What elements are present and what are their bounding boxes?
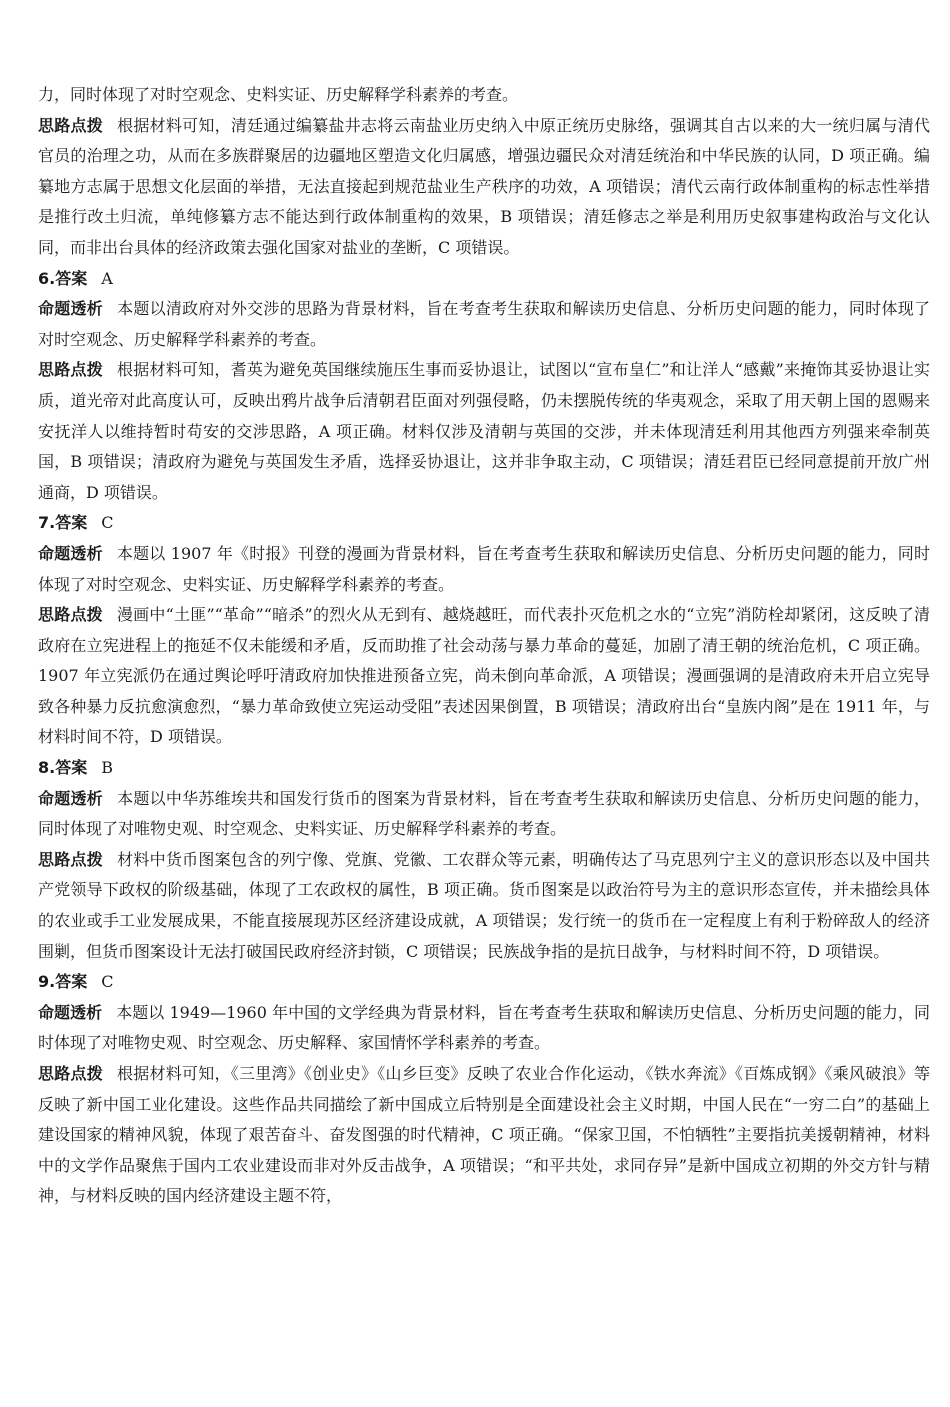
answer-value: C [101,972,114,992]
question-answer-8 [38,753,930,784]
reasoning-paragraph [38,355,930,508]
paragraph-text: 本题以中华苏维埃共和国发行货币的图案为背景材料，旨在考查考生获取和解读历史信息、分析历史问题的能力，同时体现了对唯物史观、时空观念、史料实证、历史解释学科素养的考查。 [38,788,930,839]
section-label: 思路点拨 [38,1064,103,1083]
question-answer-7 [38,508,930,539]
answer-value: C [101,513,114,533]
question-number: 9. [38,972,56,992]
paragraph-text: 根据材料可知，耆英为避免英国继续施压生事而妥协退让，试图以“宣布皇仁”和让洋人“感戴”来掩饰其妥协退让实质，道光帝对此高度认可，反映出鸦片战争后清朝君臣面对列强侵略，仍未摆脱传统的华夷观念，采取了用天朝上国的恩赐来安抚洋人以维持暂时苟安的交涉思路，A 项正确。材料仅涉及清朝与英国的交涉，并未体现清廷利用其他西方列强来牵制英国，B 项错误；清政府为避免与英国发生矛盾，选择妥协退让，这并非争取主动，C 项错误；清廷君臣已经同意提前开放广州通商，D 项错误。 [38,360,930,502]
analysis-paragraph [38,294,930,355]
question-answer-6 [38,264,930,295]
question-number: 6. [38,268,56,288]
answer-label: 答案 [55,513,88,533]
question-number: 8. [38,758,56,778]
section-label: 思路点拨 [38,360,103,380]
analysis-paragraph [38,784,930,845]
answer-label: 答案 [55,758,88,778]
analysis-paragraph [38,998,930,1059]
answer-label: 答案 [55,972,88,992]
reasoning-paragraph [38,111,930,264]
section-label: 命题透析 [38,543,103,563]
paragraph-text: 漫画中“土匪”“革命”“暗杀”的烈火从无到有、越烧越旺，而代表扑灭危机之水的“立宪”消防栓却紧闭，这反映了清政府在立宪进程上的拖延不仅未能缓和矛盾，反而助推了社会动荡与暴力革命的蔓延，加剧了清王朝的统治危机，C 项正确。1907 年立宪派仍在通过舆论呼吁清政府加快推进预备立宪，尚未倒向革命派，A 项错误；漫画强调的是清政府未开启立宪导致各种暴力反抗愈演愈烈，“暴力革命致使立宪运动受阻”表述因果倒置，B 项错误；清政府出台“皇族内阁”是在 1911 年，与材料时间不符，D 项错误。 [38,605,930,747]
text-paragraph [38,80,930,111]
reasoning-paragraph [38,600,930,753]
answer-value: A [101,268,113,288]
analysis-paragraph [38,539,930,600]
paragraph-text: 根据材料可知，清廷通过编纂盐井志将云南盐业历史纳入中原正统历史脉络，强调其自古以来的大一统归属与清代官员的治理之功，从而在多族群聚居的边疆地区塑造文化归属感，增强边疆民众对清廷统治和中华民族的认同，D 项正确。编纂地方志属于思想文化层面的举措，无法直接起到规范盐业生产秩序的功效，A 项错误；清代云南行政体制重构的标志性举措是推行改土归流，单纯修纂方志不能达到行政体制重构的效果，B 项错误；清廷修志之举是利用历史叙事建构政治与文化认同，而非出台具体的经济政策去强化国家对盐业的垄断，C 项错误。 [38,115,930,257]
section-label: 命题透析 [38,299,104,319]
answer-page [38,80,930,1212]
paragraph-text: 本题以清政府对外交涉的思路为背景材料，旨在考查考生获取和解读历史信息、分析历史问题的能力，同时体现了对时空观念、历史解释学科素养的考查。 [38,299,930,349]
section-label: 命题透析 [38,1002,103,1022]
question-number: 7. [38,513,56,533]
section-label: 思路点拨 [38,849,104,869]
paragraph-text: 材料中货币图案包含的列宁像、党旗、党徽、工农群众等元素，明确传达了马克思列宁主义的意识形态以及中国共产党领导下政权的阶级基础，体现了工农政权的属性，B 项正确。货币图案是以政治符号为主的意识形态宣传，并未描绘具体的农业或手工业发展成果，不能直接展现苏区经济建设成就，A 项错误；发行统一的货币在一定程度上有利于粉碎敌人的经济围剿，但货币图案设计无法打破国民政府经济封锁，C 项错误；民族战争指的是抗日战争，与材料时间不符，D 项错误。 [38,849,930,961]
section-label: 命题透析 [38,788,104,808]
paragraph-text: 本题以 1949—1960 年中国的文学经典为背景材料，旨在考查考生获取和解读历史信息、分析历史问题的能力，同时体现了对唯物史观、时空观念、历史解释、家国情怀学科素养的考查。 [38,1002,930,1053]
reasoning-paragraph [38,845,930,967]
paragraph-text: 本题以 1907 年《时报》刊登的漫画为背景材料，旨在考查考生获取和解读历史信息、分析历史问题的能力，同时体现了对时空观念、史料实证、历史解释学科素养的考查。 [38,543,930,594]
reasoning-paragraph [38,1059,930,1212]
section-label: 思路点拨 [38,115,104,135]
answer-value: B [101,758,113,778]
question-answer-9 [38,967,930,998]
paragraph-text: 力，同时体现了对时空观念、史料实证、历史解释学科素养的考查。 [38,85,519,104]
section-label: 思路点拨 [38,605,103,625]
answer-label: 答案 [55,268,88,288]
paragraph-text: 根据材料可知，《三里湾》《创业史》《山乡巨变》反映了农业合作化运动，《铁水奔流》《百炼成钢》《乘风破浪》等反映了新中国工业化建设。这些作品共同描绘了新中国成立后特别是全面建设社会主义时期，中国人民在“一穷二白”的基础上建设国家的精神风貌，体现了艰苦奋斗、奋发图强的时代精神，C 项正确。“保家卫国，不怕牺牲”主要指抗美援朝精神，材料中的文学作品聚焦于国内工农业建设而非对外反击战争，A 项错误；“和平共处，求同存异”是新中国成立初期的外交方针与精神，与材料反映的国内经济建设主题不符， [38,1064,930,1206]
